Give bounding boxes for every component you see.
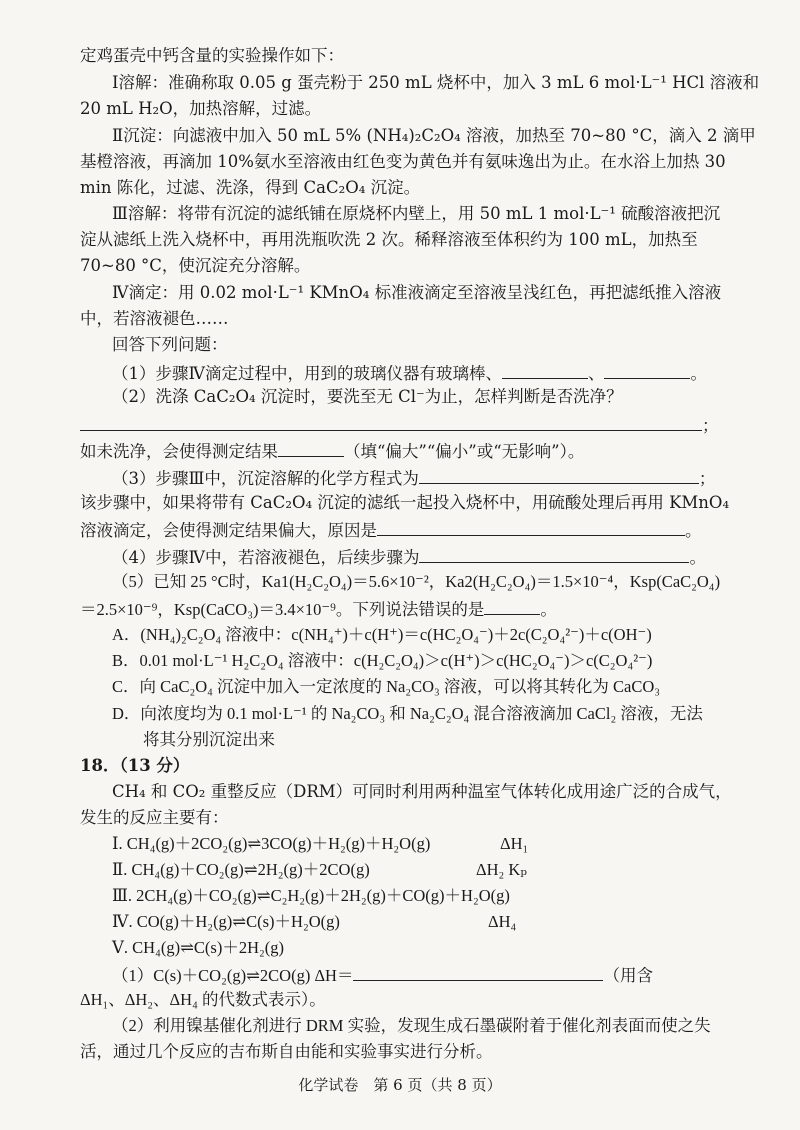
question-1 bbox=[112, 360, 707, 386]
question-2: （2）洗涤 CaC₂O₄ 沉淀时，要洗至无 Cl⁻为止，怎样判断是否洗净？ bbox=[112, 386, 623, 406]
q18-header: 18．（13 分） bbox=[80, 755, 190, 775]
reaction-3: Ⅲ. 2CH₄(g)＋CO₂(g)⇌C₂H₂(g)＋2H₂(g)＋CO(g)＋H₂O(g) bbox=[112, 885, 510, 905]
q18-part-1-cont: ΔH₁、ΔH₂、ΔH₄ 的代数式表示）。 bbox=[80, 990, 326, 1009]
intro-line: 定鸡蛋壳中钙含量的实验操作如下： bbox=[80, 46, 344, 65]
reaction-4: Ⅳ. CO(g)＋H₂(g)⇌C(s)＋H₂O(g) bbox=[112, 911, 340, 931]
q18-intro-1: CH₄ 和 CO₂ 重整反应（DRM）可同时利用两种温室气体转化成用途广泛的合成气， bbox=[112, 781, 732, 801]
q3-line-3 bbox=[80, 517, 702, 543]
q3-equation-blank[interactable] bbox=[419, 465, 699, 484]
q5-answer-blank[interactable] bbox=[484, 596, 540, 615]
q4-end: 。 bbox=[689, 547, 706, 567]
q5-end: 。 bbox=[540, 599, 557, 619]
step-1-cont: 20 mL H₂O，加热溶解，过滤。 bbox=[80, 98, 322, 118]
q18-part-2: （2）利用镍基催化剂进行 DRM 实验，发现生成石墨碳附着于催化剂表面而使之失 bbox=[112, 1016, 711, 1035]
step-1 bbox=[112, 71, 759, 95]
q18-part-2-cont: 活，通过几个反应的吉布斯自由能和实验事实进行分析。 bbox=[80, 1042, 493, 1061]
question-3 bbox=[112, 465, 715, 491]
q18-part-1-text: （1）C(s)＋CO₂(g)⇌2CO(g) ΔH＝ bbox=[112, 966, 354, 985]
step-2-cont-2: min 陈化，过滤、洗涤，得到 CaC₂O₄ 沉淀。 bbox=[80, 177, 421, 197]
page-footer: 化学试卷 第 6 页（共 8 页） bbox=[298, 1076, 502, 1094]
step-3-cont-1: 淀从滤纸上洗入烧杯中，再用洗瓶吹洗 2 次。稀释溶液至体积约为 100 mL，加热至 bbox=[80, 229, 698, 249]
answer-prompt: 回答下列问题： bbox=[112, 334, 228, 354]
question-4-text: （4）步骤Ⅳ中，若溶液褪色，后续步骤为 bbox=[112, 547, 420, 567]
q3-semicolon: ； bbox=[698, 468, 716, 488]
q2-line-2-text: 如未洗净，会使得测定结果 bbox=[80, 441, 278, 461]
option-d-cont: 将其分别沉淀出来 bbox=[143, 729, 275, 749]
q2-semicolon: ； bbox=[702, 415, 719, 435]
q5-line-2-text: ＝2.5×10⁻⁹，Ksp(CaCO₃)＝3.4×10⁻⁹。下列说法错误的是 bbox=[80, 599, 485, 619]
reaction-4-tag: ΔH₄ bbox=[488, 911, 517, 931]
question-3-text: （3）步骤Ⅲ中，沉淀溶解的化学方程式为 bbox=[112, 468, 419, 488]
reaction-2: Ⅱ. CH₄(g)＋CO₂(g)⇌2H₂(g)＋2CO(g) bbox=[112, 859, 370, 879]
q1-separator: 、 bbox=[587, 363, 605, 383]
q4-answer-blank[interactable] bbox=[419, 544, 689, 563]
q1-answer-blank-1[interactable] bbox=[502, 360, 588, 379]
q3-reason-blank[interactable] bbox=[377, 517, 685, 536]
step-2-text: 向滤液中加入 50 mL 5% (NH₄)₂C₂O₄ 溶液，加热至 70~80 °C，滴入 2 滴甲 bbox=[172, 125, 756, 145]
reaction-1-equation: Ⅰ. CH₄(g)＋2CO₂(g)⇌3CO(g)＋H₂(g)＋H₂O(g) bbox=[112, 833, 431, 853]
question-4 bbox=[112, 544, 706, 570]
q3-end: 。 bbox=[685, 520, 702, 540]
step-4-cont: 中，若溶液褪色…… bbox=[80, 308, 229, 328]
step-3-cont-2: 70~80 °C，使沉淀充分溶解。 bbox=[80, 255, 311, 275]
option-c: C．向 CaC₂O₄ 沉淀中加入一定浓度的 Na₂CO₃ 溶液，可以将其转化为 CaCO₃ bbox=[112, 676, 661, 696]
q2-line-2-hint: （填“偏大”“偏小”或“无影响”）。 bbox=[344, 441, 585, 461]
step-1-label: Ⅰ溶解： bbox=[112, 72, 169, 92]
step-3 bbox=[112, 202, 720, 226]
reaction-2-tag: ΔH₂ Kₚ bbox=[476, 859, 527, 879]
step-2-cont-1: 基橙溶液，再滴加 10%氨水至溶液由红色变为黄色并有氨味逸出为止。在水浴上加热 30 bbox=[80, 151, 726, 171]
option-b: B．0.01 mol·L⁻¹ H₂C₂O₄ 溶液中：c(H₂C₂O₄)＞c(H⁺)＞c(HC₂O₄⁻)＞c(C₂O₄²⁻) bbox=[112, 650, 653, 670]
question-1-text: （1）步骤Ⅳ滴定过程中，用到的玻璃仪器有玻璃棒、 bbox=[112, 363, 502, 383]
question-5: （5）已知 25 °C时，Ka1(H₂C₂O₄)＝5.6×10⁻²，Ka2(H₂C₂O₄)＝1.5×10⁻⁴，Ksp(CaC₂O₄) bbox=[112, 571, 721, 591]
q5-line-2 bbox=[80, 596, 557, 622]
step-4 bbox=[112, 281, 721, 305]
q1-end: 。 bbox=[690, 363, 707, 383]
step-1-text: 准确称取 0.05 g 蛋壳粉于 250 mL 烧杯中，加入 3 mL 6 mol·L⁻¹ HCl 溶液和 bbox=[168, 72, 760, 92]
reaction-1 bbox=[112, 832, 430, 856]
reaction-5: Ⅴ. CH₄(g)⇌C(s)＋2H₂(g) bbox=[112, 937, 284, 957]
step-2 bbox=[112, 124, 756, 148]
q1-answer-blank-2[interactable] bbox=[604, 360, 690, 379]
q2-answer-blank[interactable] bbox=[80, 412, 702, 431]
q2-line-2 bbox=[80, 438, 584, 464]
step-3-text: 将带有沉淀的滤纸铺在原烧杯内壁上，用 50 mL 1 mol·L⁻¹ 硫酸溶液把沉 bbox=[177, 203, 721, 223]
option-d: D．向浓度均为 0.1 mol·L⁻¹ 的 Na₂CO₃ 和 Na₂C₂O₄ 混合溶液滴加 CaCl₂ 溶液，无法 bbox=[112, 703, 703, 723]
q18-part-1 bbox=[112, 962, 653, 988]
q3-line-3-text: 溶液滴定，会使得测定结果偏大，原因是 bbox=[80, 520, 377, 540]
q2-answer-line bbox=[80, 412, 719, 438]
q3-line-2: 该步骤中，如果将带有 CaC₂O₄ 沉淀的滤纸一起投入烧杯中，用硫酸处理后再用 KMnO₄ bbox=[80, 492, 730, 512]
step-4-text: 用 0.02 mol·L⁻¹ KMnO₄ 标准液滴定至溶液呈浅红色，再把滤纸推入溶液 bbox=[177, 282, 722, 302]
reaction-1-tag: ΔH₁ bbox=[500, 833, 529, 853]
q18-intro-2: 发生的反应主要有： bbox=[80, 807, 229, 827]
step-2-label: Ⅱ沉淀： bbox=[112, 125, 173, 145]
q2-result-blank[interactable] bbox=[278, 438, 344, 457]
option-a: A．(NH₄)₂C₂O₄ 溶液中：c(NH₄⁺)＋c(H⁺)＝c(HC₂O₄⁻)＋2c(C₂O₄²⁻)＋c(OH⁻) bbox=[112, 624, 652, 644]
step-4-label: Ⅳ滴定： bbox=[112, 282, 178, 302]
q18-part-1-blank[interactable] bbox=[353, 962, 603, 981]
q18-part-1-hint: （用含 bbox=[603, 966, 653, 985]
step-3-label: Ⅲ溶解： bbox=[112, 203, 178, 223]
